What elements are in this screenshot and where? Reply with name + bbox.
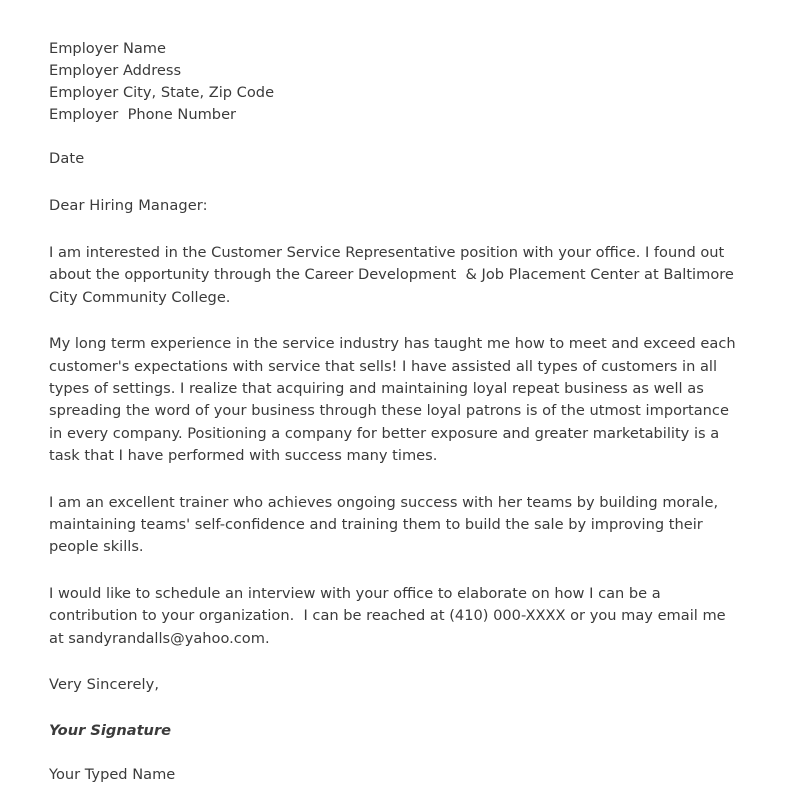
spacer-before-signature bbox=[49, 696, 744, 720]
signature-placeholder: Your Signature bbox=[49, 722, 172, 740]
employer-city-state-zip-line: Employer City, State, Zip Code bbox=[49, 84, 275, 101]
spacer-para-1 bbox=[49, 309, 744, 333]
spacer-before-typed-name bbox=[49, 742, 744, 764]
letter-body bbox=[49, 38, 744, 786]
date-line: Date bbox=[49, 150, 85, 167]
closing-salutation: Very Sincerely, bbox=[49, 676, 160, 694]
spacer-after-salutation bbox=[49, 217, 744, 242]
typed-name-placeholder: Your Typed Name bbox=[49, 766, 176, 784]
spacer-after-address bbox=[49, 126, 744, 148]
paragraph-intro: I am interested in the Customer Service Representative position with your office. I found out about the opportunity through the Career Development & Job Placement Center at Baltimore City Community College. bbox=[49, 244, 739, 306]
paragraph-experience: My long term experience in the service industry has taught me how to meet and exceed each customer's expectations with service that sells! I have assisted all types of customers in all types of settings. I realize that acquiring and maintaining loyal repeat business as well as spreading the word of your business through these loyal patrons is of the utmost importance in every company. Positioning a company for better exposure and greater marketability is a task that I have performed with success many times. bbox=[49, 335, 741, 465]
spacer-before-closing bbox=[49, 650, 744, 674]
paragraph-closing-request: I would like to schedule an interview with your office to elaborate on how I can be a contribution to your organization. I can be reached at (410) 000-XXXX or you may email me at sandyrandalls@yahoo.com. bbox=[49, 584, 731, 647]
employer-name-line: Employer Name bbox=[49, 40, 166, 57]
employer-address-line: Employer Address bbox=[49, 62, 182, 79]
paragraph-training: I am an excellent trainer who achieves ongoing success with her teams by building morale, maintaining teams' self-confidence and training them to build the sale by improving their people skills. bbox=[49, 493, 723, 556]
employer-address-block bbox=[49, 38, 744, 126]
spacer-after-date bbox=[49, 170, 744, 195]
employer-phone-line: Employer Phone Number bbox=[49, 106, 237, 123]
salutation: Dear Hiring Manager: bbox=[49, 197, 208, 214]
spacer-para-3 bbox=[49, 559, 744, 583]
spacer-para-2 bbox=[49, 468, 744, 492]
